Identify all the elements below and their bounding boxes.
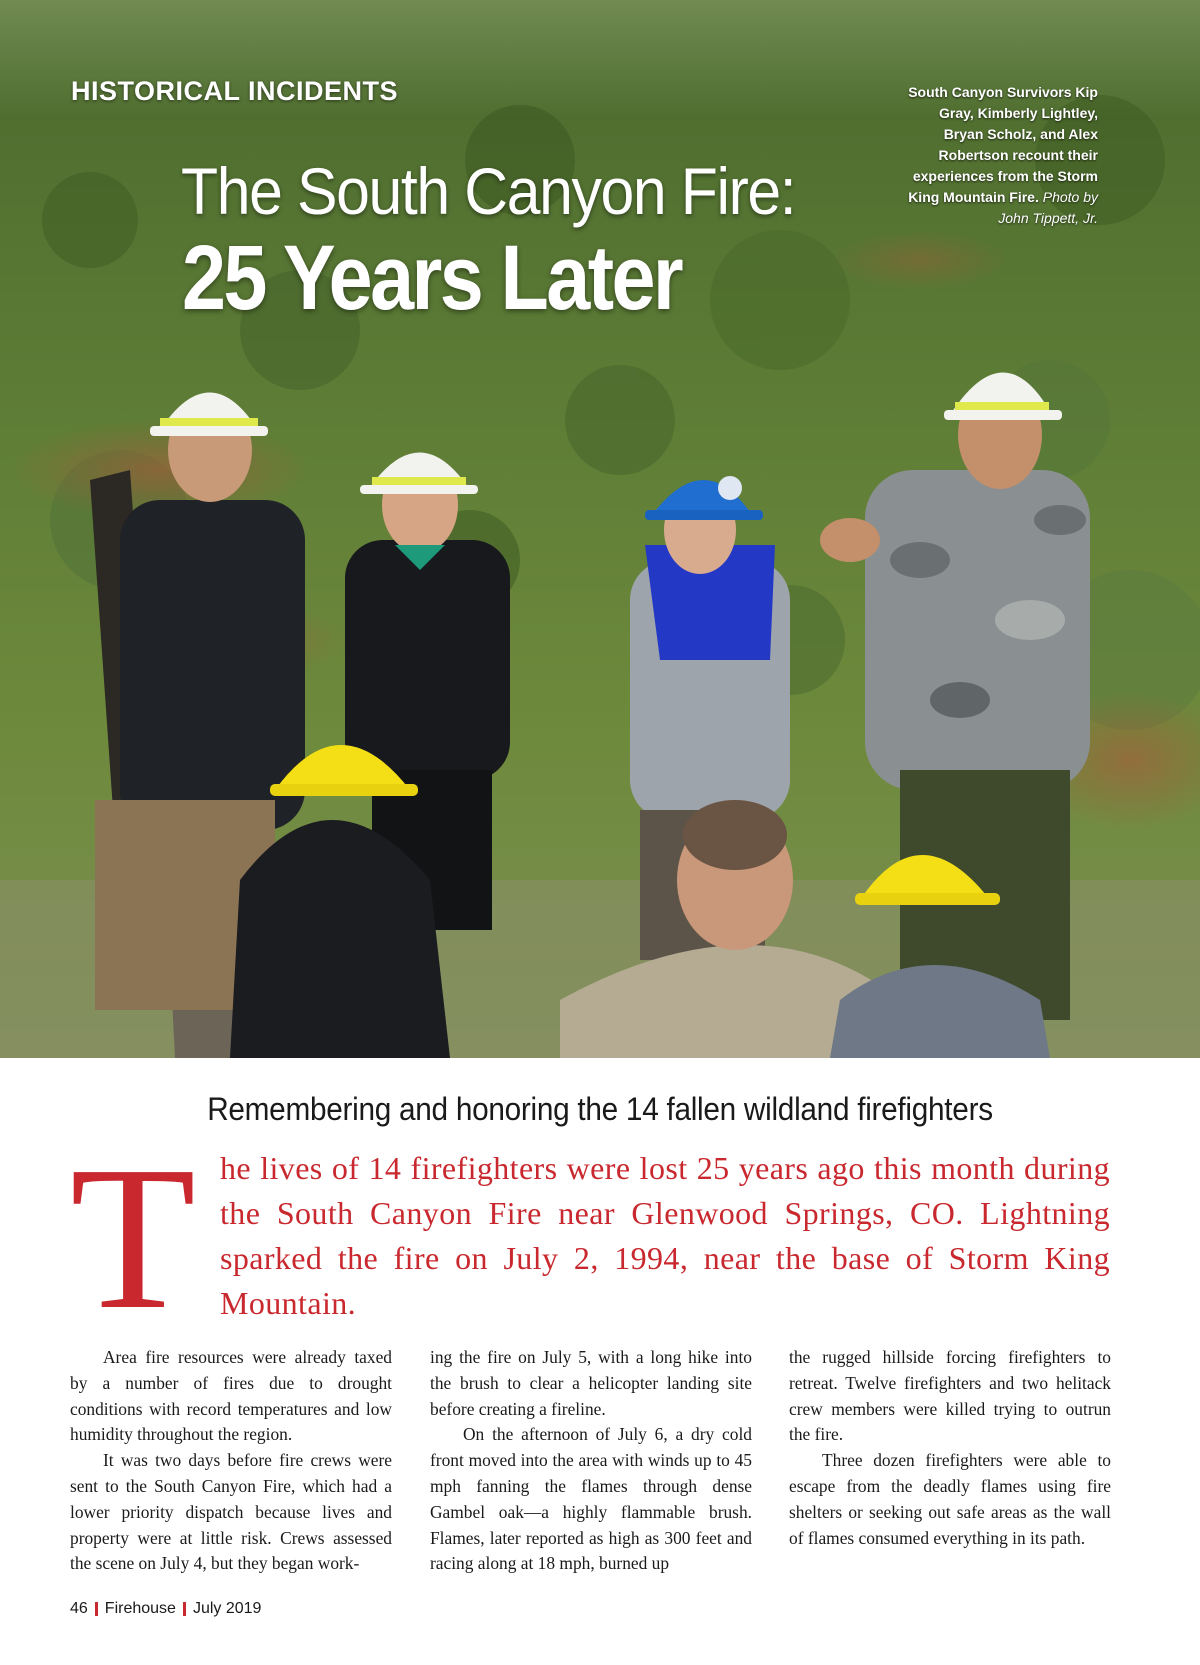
body-paragraph: Three dozen firefighters were able to escape from the deadly flames using fire shelters or seeking out safe areas as the wall of flames consumed everything in its path. <box>789 1450 1111 1548</box>
article-title-line2: 25 Years Later <box>182 227 682 329</box>
photo-credit: Photo by John Tippett, Jr. <box>998 189 1098 226</box>
body-column-2 <box>430 1345 752 1577</box>
drop-cap: T <box>70 1123 196 1352</box>
photo-caption <box>908 82 1098 229</box>
body-column-1 <box>70 1345 392 1577</box>
section-label: HISTORICAL INCIDENTS <box>71 76 399 106</box>
page-number: 46 <box>70 1600 88 1617</box>
article-lede: he lives of 14 firefighters were lost 25 years ago this month during the South Canyon Fire near Glenwood Springs, CO. Lightning sparked the fire on July 2, 1994, near the base of Storm King Mountain. <box>220 1150 1110 1321</box>
article-deck: Remembering and honoring the 14 fallen wildland firefighters <box>207 1091 993 1127</box>
body-paragraph: Area fire resources were already taxed by a number of fires due to drought conditions with record temperatures and low humidity throughout the region. <box>70 1347 392 1445</box>
issue-date: July 2019 <box>192 1600 262 1617</box>
page-folio <box>70 1600 261 1618</box>
article-title-line1: The South Canyon Fire: <box>181 154 796 228</box>
body-paragraph: It was two days before fire crews were sent to the South Canyon Fire, which had a lower priority dispatch because lives and property were at little risk. Crews assessed the scene on July 4, but they began work- <box>70 1450 392 1574</box>
publication-name: Firehouse <box>104 1600 176 1617</box>
body-paragraph: the rugged hillside forcing firefighters to retreat. Twelve firefighters and two helitack crew members were killed trying to outrun the fire. <box>789 1347 1111 1445</box>
body-paragraph: On the afternoon of July 6, a dry cold front moved into the area with winds up to 45 mph fanning the flames through dense Gambel oak—a highly flammable brush. Flames, later reported as high as 300 feet and racing along at 18 mph, burned up <box>430 1424 752 1574</box>
folio-separator <box>95 1602 98 1616</box>
body-column-3 <box>789 1345 1111 1551</box>
folio-separator <box>183 1602 186 1616</box>
body-paragraph: ing the fire on July 5, with a long hike into the brush to clear a helicopter landing site before creating a fireline. <box>430 1347 752 1419</box>
photo-caption-text: South Canyon Survivors Kip Gray, Kimberly Lightley, Bryan Scholz, and Alex Robertson recount their experiences from the Storm King Mountain Fire. <box>908 84 1098 205</box>
